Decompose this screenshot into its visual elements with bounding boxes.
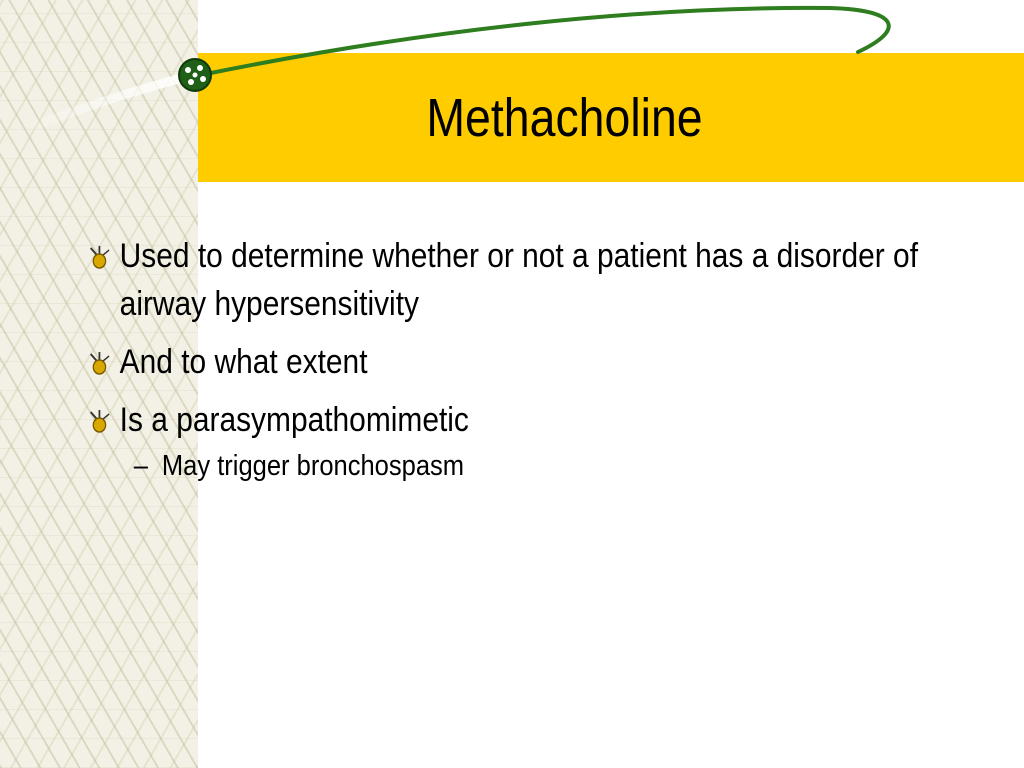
bullet-item xyxy=(88,338,938,386)
decorative-arc xyxy=(0,0,1024,200)
bullet-item xyxy=(88,396,938,444)
arc-line xyxy=(196,8,889,76)
bullet-text: Used to determine whether or not a patient has a disorder of airway hypersensitivity xyxy=(119,237,919,323)
slide-content xyxy=(88,232,988,486)
sub-bullet-dash: – xyxy=(133,450,148,482)
bullet-text: And to what extent xyxy=(119,343,368,381)
molecule-node-icon xyxy=(179,59,211,91)
bullet-text: Is a parasympathomimetic xyxy=(119,401,469,439)
bullet-item xyxy=(88,232,938,328)
sub-bullet-item xyxy=(88,446,880,486)
slide-title: Methacholine xyxy=(426,87,703,148)
arc-tail xyxy=(18,78,182,132)
starburst-bullet-icon xyxy=(88,245,111,271)
sub-bullet-text: May trigger bronchospasm xyxy=(161,450,465,482)
starburst-bullet-icon xyxy=(88,409,111,435)
starburst-bullet-icon xyxy=(88,351,111,377)
